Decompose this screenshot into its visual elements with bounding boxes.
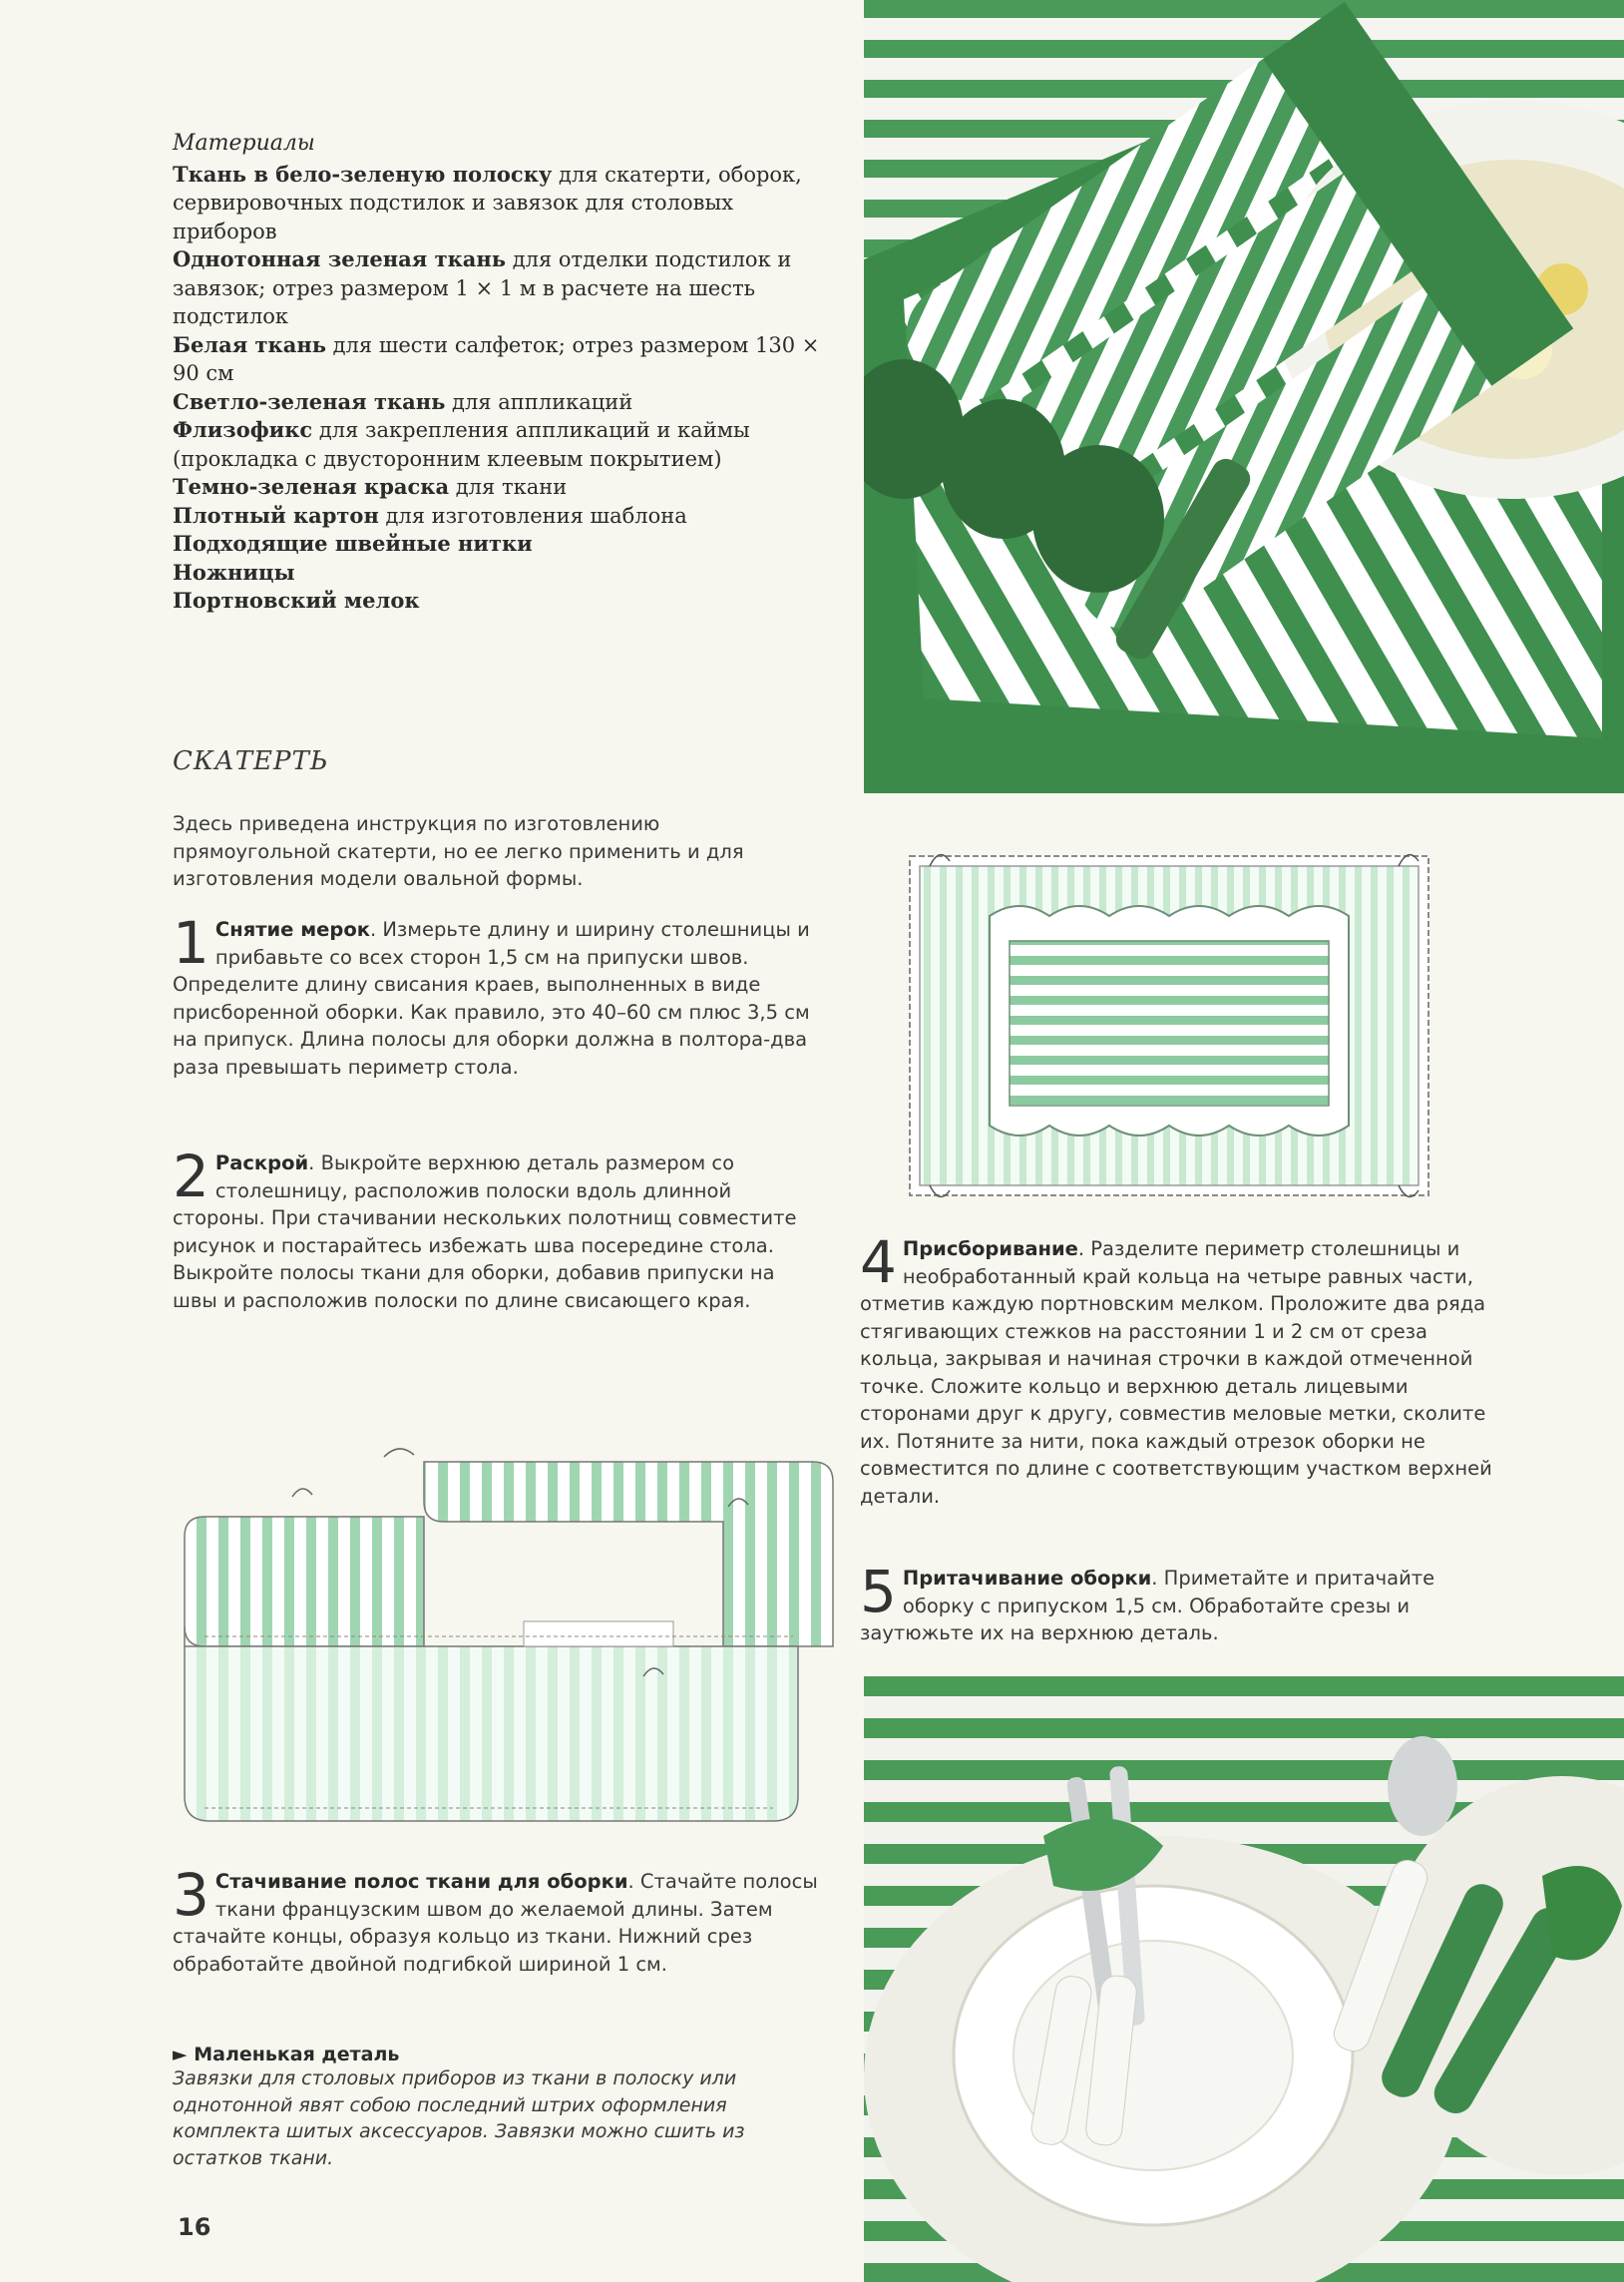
step-number: 3	[173, 1861, 209, 1929]
step-number: 5	[860, 1558, 897, 1625]
step-text: . Измерьте длину и ширину столешницы и прибавьте со всех сторон 1,5 см на припуски швов. Определите длину свисания краев, выполненных в виде присборенной оборки. Как правило, это 40–60 см плюс 3,5 см на припуск. Длина полосы для оборки должна в полтора-два раза превышать периметр стола.	[173, 918, 810, 1079]
materials-item	[173, 559, 831, 588]
materials-item-name: Портновский мелок	[173, 588, 420, 613]
materials-item-name: Ножницы	[173, 559, 295, 585]
materials-item-name: Подходящие швейные нитки	[173, 531, 533, 556]
step-text: . Выкройте верхнюю деталь размером со столешницу, расположив полоски вдоль длинной стороны. При стачивании нескольких полотнищ совместите рисунок и постарайтесь избежать шва посередине стола. Выкройте полосы ткани для оборки, добавив припуски на швы и расположив полоски по длине свисающего края.	[173, 1151, 797, 1312]
page-number: 16	[178, 2213, 211, 2241]
step-3	[173, 1861, 821, 1978]
materials-item	[173, 388, 831, 417]
step-text: . Разделите периметр столешницы и необработанный край кольца на четыре равных части, отметив каждую портновским мелком. Проложите два ряда стягивающих стежков на расстоянии 1 и 2 см от среза кольца, закрывая и начиная строчки в каждой отмеченной точке. Сложите кольцо и верхнюю деталь лицевыми сторонами друг к другу, совместив меловые метки, сколите их. Потяните за нити, пока каждый отрезок оборки не совместится по длине с соответствующим участком верхней детали.	[860, 1237, 1492, 1508]
materials-item	[173, 416, 831, 473]
step-title: Притачивание оборки	[902, 1567, 1152, 1590]
materials-item	[173, 587, 831, 616]
materials-item-name: Ткань в бело-зеленую полоску	[173, 161, 553, 187]
small-detail-box	[173, 2044, 821, 2171]
step-title: Снятие мерок	[214, 918, 370, 941]
materials-item	[173, 473, 831, 502]
materials-item-desc: для изготовления шаблона	[378, 503, 687, 528]
materials-items	[173, 161, 831, 616]
materials-item-name: Темно-зеленая краска	[173, 474, 450, 499]
materials-item-name: Флизофикс	[173, 417, 313, 442]
small-detail-text: Завязки для столовых приборов из ткани в полоску или однотонной явят собою последний штрих оформления комплекта шитых аксессуаров. Завязки можно сшить из остатков ткани.	[173, 2067, 745, 2169]
materials-list	[173, 130, 831, 616]
materials-item	[173, 331, 831, 388]
diagram-ruffle-strip	[175, 1437, 838, 1846]
materials-item-name: Белая ткань	[173, 331, 326, 357]
materials-item-desc: для скатерти, оборок, сервировочных подстилок и завязок для столовых приборов	[173, 162, 802, 243]
materials-item	[173, 530, 831, 559]
materials-item-desc: для аппликаций	[445, 389, 633, 414]
materials-item-name: Светло-зеленая ткань	[173, 388, 446, 414]
step-text: . Приметайте и притачайте оборку с припуском 1,5 см. Обработайте срезы и заутюжьте их на верхнюю деталь.	[860, 1567, 1435, 1644]
step-number: 4	[860, 1228, 897, 1296]
photo-place-setting	[864, 1676, 1624, 2282]
materials-item	[173, 502, 831, 531]
materials-item-desc: для закрепления аппликаций и каймы (прокладка с двусторонним клеевым покрытием)	[173, 418, 750, 471]
materials-item	[173, 245, 831, 331]
step-1	[173, 909, 821, 1081]
step-title: Раскрой	[214, 1151, 309, 1174]
step-title: Присборивание	[902, 1237, 1078, 1260]
step-text: . Стачайте полосы ткани французским швом до желаемой длины. Затем стачайте концы, образуя кольцо из ткани. Нижний срез обработайте двойной подгибкой шириной 1 см.	[173, 1870, 818, 1976]
materials-item-desc: для отделки подстилок и завязок; отрез размером 1 × 1 м в расчете на шесть подстилок	[173, 247, 792, 328]
materials-item-desc: для ткани	[449, 475, 568, 499]
step-2	[173, 1142, 821, 1314]
step-number: 1	[173, 909, 209, 977]
materials-item	[173, 161, 831, 246]
materials-item-name: Плотный картон	[173, 502, 379, 528]
step-number: 2	[173, 1142, 209, 1210]
intro-paragraph: Здесь приведена инструкция по изготовлению прямоугольной скатерти, но ее легко применить и для изготовления модели овальной формы.	[173, 812, 744, 890]
section-title: СКАТЕРТЬ	[173, 746, 329, 776]
step-4	[860, 1228, 1508, 1510]
diagram-tablecloth-top	[860, 836, 1476, 1213]
materials-item-desc: для шести салфеток; отрез размером 130 × 90 см	[173, 332, 820, 385]
materials-title: Материалы	[173, 131, 315, 156]
small-detail-title: ► Маленькая деталь	[173, 2044, 400, 2065]
step-5	[860, 1558, 1508, 1647]
step-title: Стачивание полос ткани для оборки	[214, 1870, 628, 1893]
photo-napkins	[864, 0, 1624, 793]
materials-item-name: Однотонная зеленая ткань	[173, 246, 507, 271]
